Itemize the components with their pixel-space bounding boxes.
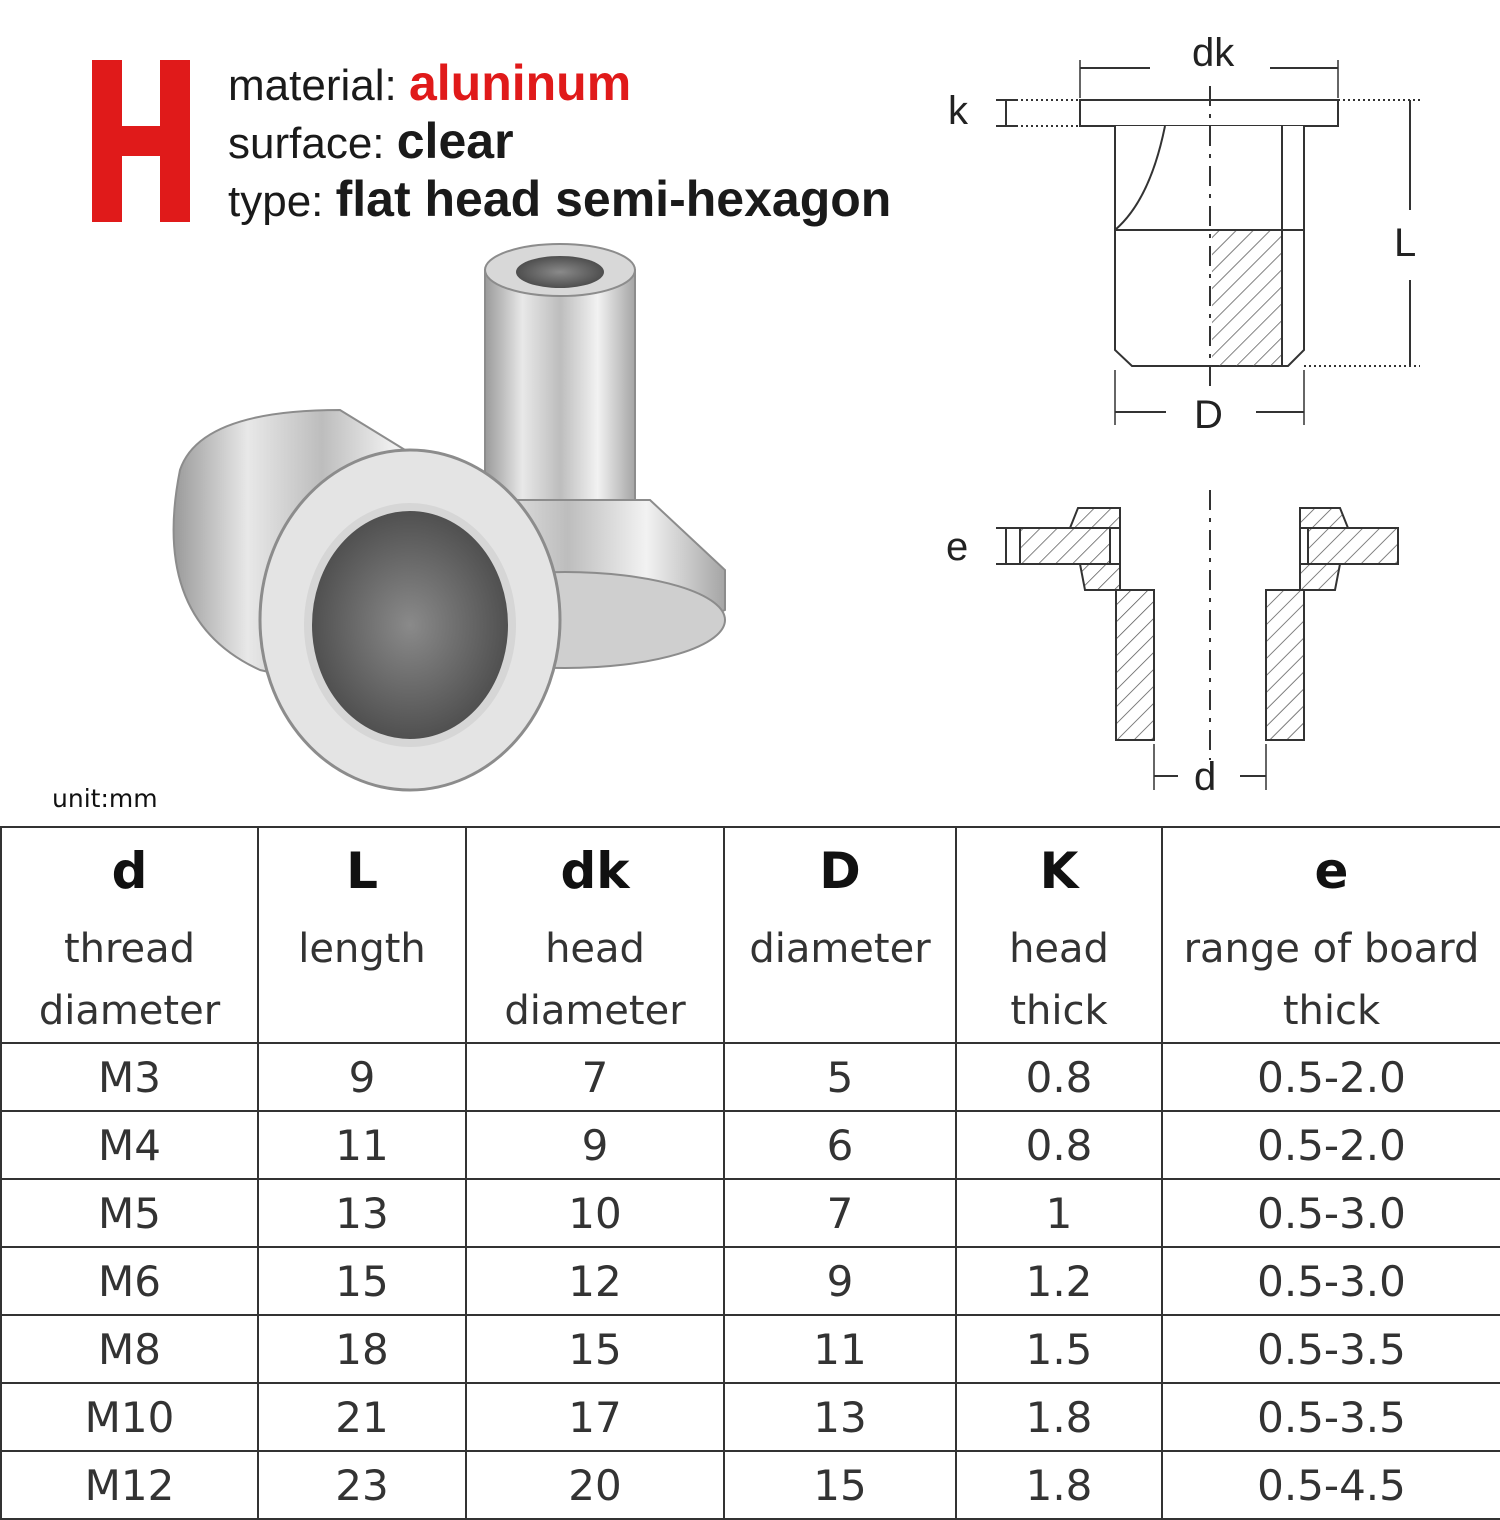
- cell-d: M5: [1, 1179, 258, 1247]
- spec-surface: [228, 113, 514, 169]
- table-header-row: [1, 827, 1500, 1043]
- product-photo: [140, 240, 760, 800]
- spec-surface-label: surface:: [228, 119, 397, 168]
- table-row: [1, 1247, 1500, 1315]
- cell-K: 1.8: [956, 1451, 1162, 1519]
- cell-e: 0.5-3.0: [1162, 1247, 1500, 1315]
- cell-K: 1.2: [956, 1247, 1162, 1315]
- label-d: d: [1194, 755, 1217, 799]
- cell-e: 0.5-4.5: [1162, 1451, 1500, 1519]
- cell-D: 5: [724, 1043, 956, 1111]
- cell-d: M8: [1, 1315, 258, 1383]
- technical-drawing: [920, 20, 1500, 810]
- cell-L: 11: [258, 1111, 466, 1179]
- cell-K: 1.5: [956, 1315, 1162, 1383]
- cell-e: 0.5-3.5: [1162, 1383, 1500, 1451]
- cell-L: 18: [258, 1315, 466, 1383]
- label-L: L: [1394, 221, 1417, 265]
- spec-type-label: type:: [228, 177, 336, 226]
- cell-d: M12: [1, 1451, 258, 1519]
- cell-e: 0.5-2.0: [1162, 1111, 1500, 1179]
- cell-dk: 17: [466, 1383, 724, 1451]
- cell-d: M4: [1, 1111, 258, 1179]
- label-dk: dk: [1192, 31, 1235, 75]
- spec-type-value: flat head semi-hexagon: [335, 171, 892, 227]
- col-dk: dk head diameter: [466, 827, 724, 1043]
- cell-d: M6: [1, 1247, 258, 1315]
- cell-d: M3: [1, 1043, 258, 1111]
- cell-dk: 9: [466, 1111, 724, 1179]
- cell-dk: 10: [466, 1179, 724, 1247]
- cell-K: 0.8: [956, 1043, 1162, 1111]
- col-L: L length: [258, 827, 466, 1043]
- cell-K: 0.8: [956, 1111, 1162, 1179]
- cell-dk: 12: [466, 1247, 724, 1315]
- cell-dk: 7: [466, 1043, 724, 1111]
- col-K: K head thick: [956, 827, 1162, 1043]
- cell-D: 6: [724, 1111, 956, 1179]
- table-row: [1, 1315, 1500, 1383]
- cell-D: 9: [724, 1247, 956, 1315]
- spec-table: [0, 826, 1500, 1520]
- cell-K: 1.8: [956, 1383, 1162, 1451]
- cell-L: 9: [258, 1043, 466, 1111]
- table-row: [1, 1451, 1500, 1519]
- cell-D: 7: [724, 1179, 956, 1247]
- cell-e: 0.5-2.0: [1162, 1043, 1500, 1111]
- col-e: e range of board thick: [1162, 827, 1500, 1043]
- cell-D: 13: [724, 1383, 956, 1451]
- label-e: e: [946, 525, 969, 569]
- table-row: [1, 1179, 1500, 1247]
- cell-D: 11: [724, 1315, 956, 1383]
- label-D: D: [1194, 393, 1223, 437]
- table-row: [1, 1043, 1500, 1111]
- cell-e: 0.5-3.5: [1162, 1315, 1500, 1383]
- spec-material-label: material:: [228, 61, 409, 110]
- unit-label: unit:mm: [52, 784, 158, 813]
- brand-logo-h: [92, 60, 190, 222]
- cell-L: 13: [258, 1179, 466, 1247]
- spec-material-value: aluninum: [408, 55, 632, 111]
- table-row: [1, 1383, 1500, 1451]
- cell-K: 1: [956, 1179, 1162, 1247]
- cell-dk: 15: [466, 1315, 724, 1383]
- spec-material: [228, 55, 632, 111]
- cell-e: 0.5-3.0: [1162, 1179, 1500, 1247]
- col-d: d thread diameter: [1, 827, 258, 1043]
- spec-type: [228, 171, 892, 227]
- cell-L: 15: [258, 1247, 466, 1315]
- spec-surface-value: clear: [396, 113, 514, 169]
- col-D: D diameter: [724, 827, 956, 1043]
- cell-dk: 20: [466, 1451, 724, 1519]
- side-view: [996, 60, 1420, 425]
- installed-section-view: [996, 490, 1398, 790]
- cell-d: M10: [1, 1383, 258, 1451]
- label-k: k: [948, 89, 968, 133]
- cell-L: 21: [258, 1383, 466, 1451]
- table-row: [1, 1111, 1500, 1179]
- cell-L: 23: [258, 1451, 466, 1519]
- cell-D: 15: [724, 1451, 956, 1519]
